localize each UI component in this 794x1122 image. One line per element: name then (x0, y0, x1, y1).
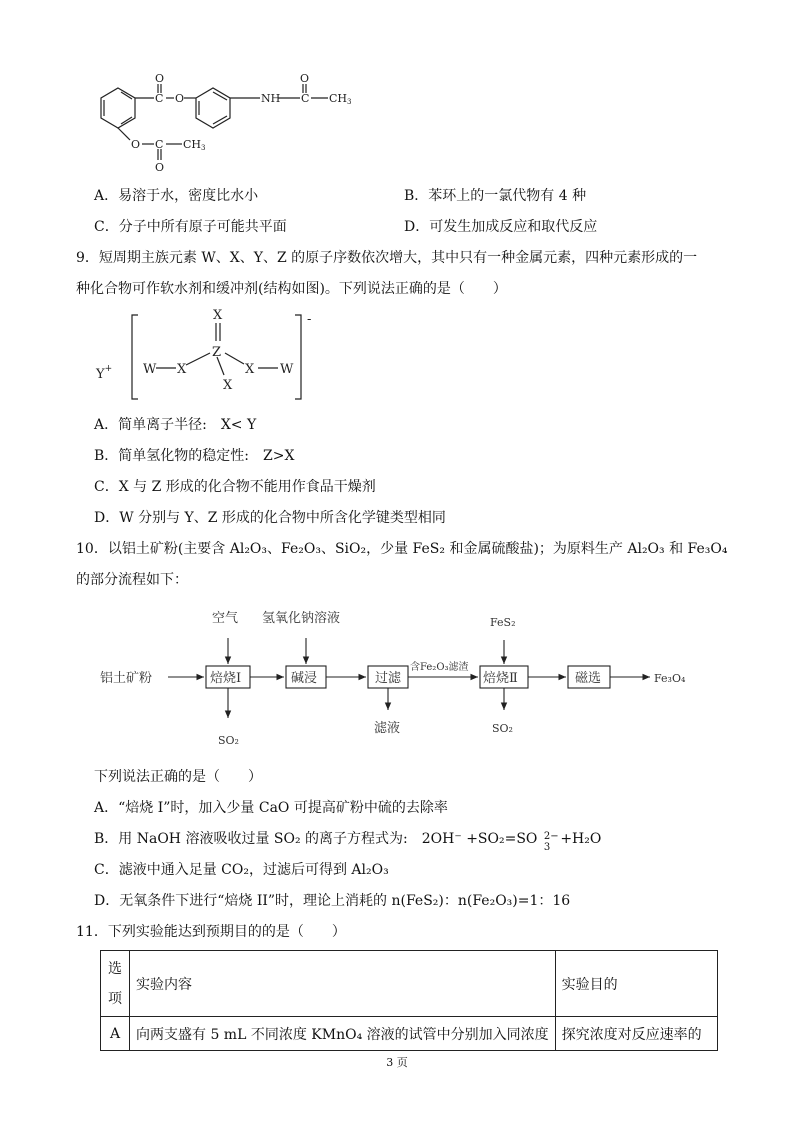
anion-charge-label: - (307, 312, 312, 327)
q10-option-b-sup: 2− (543, 831, 559, 842)
nh-label: NH (261, 92, 281, 105)
row-a-purpose-cell: 探究浓度对反应速率的 (555, 1017, 717, 1051)
header-purpose-cell: 实验目的 (555, 951, 717, 1017)
flow-naoh-label: 氢氧化钠溶液 (262, 611, 341, 626)
q10-stem-line1: 10．以铝土矿粉(主要含 Al₂O₃、Fe₂O₃、SiO₂，少量 FeS₂ 和金属硫酸盐)；为原料生产 Al₂O₃ 和 Fe₃O₄ (76, 541, 728, 557)
row-a-content-cell: 向两支盛有 5 mL 不同浓度 KMnO₄ 溶液的试管中分别加入同浓度 (130, 1017, 556, 1051)
flow-step5-label: 磁选 (575, 671, 602, 686)
x-bottom-label: X (223, 378, 233, 393)
o-top-right-label: O (300, 72, 310, 85)
ch3-bottom-label: CH3 (183, 138, 206, 152)
table-row (101, 1017, 718, 1051)
q10-option-c: C．滤液中通入足量 CO₂，过滤后可得到 Al₂O₃ (94, 862, 389, 878)
q10-flow-diagram (92, 600, 732, 756)
o-bottom-label: O (131, 138, 141, 151)
q9-stem-line1: 9．短周期主族元素 W、X、Y、Z 的原子序数依次增大，其中只有一种金属元素，四种元素形成的一 (76, 250, 698, 266)
flow-product-label: Fe₃O₄ (654, 672, 686, 685)
flow-start-label: 铝土矿粉 (100, 671, 153, 686)
c-top-left-label: C (155, 92, 164, 105)
c-bottom-label: C (155, 138, 164, 151)
cation-y-label: Y+ (96, 364, 113, 382)
q10-option-d: D．无氧条件下进行“焙烧 II”时，理论上消耗的 n(FeS₂)：n(Fe₂O₃)=1：16 (94, 893, 571, 909)
flow-air-label: 空气 (212, 611, 239, 626)
q8-option-b: B．苯环上的一氯代物有 4 种 (404, 188, 587, 204)
flow-fes2-label: FeS₂ (490, 616, 516, 629)
q10-question: 下列说法正确的是（ ） (94, 769, 262, 785)
q10-option-b-sub: 3 (543, 842, 551, 853)
row-a-option-cell: A (101, 1017, 130, 1051)
page-footer: 3 页 (386, 1056, 408, 1069)
header-option-cell (101, 951, 130, 1017)
o-bottom-below-label: O (155, 161, 165, 174)
q11-experiment-table (100, 950, 718, 1051)
q10-option-a: A．“焙烧 I”时，加入少量 CaO 可提高矿粉中硫的去除率 (94, 800, 448, 816)
q8-structure-diagram (90, 72, 380, 184)
q9-option-c: C．X 与 Z 形成的化合物不能用作食品干燥剂 (94, 479, 376, 495)
header-option-line2: 项 (108, 990, 122, 1007)
flow-step1-label: 焙烧Ⅰ (210, 671, 242, 686)
q9-structure-diagram (90, 305, 330, 405)
flow-so2-1-label: SO₂ (218, 734, 239, 747)
flow-residue-label: 含Fe₂O₃滤渣 (410, 662, 469, 673)
q8-option-a: A．易溶于水，密度比水小 (94, 188, 259, 204)
q10-option-b (94, 830, 602, 853)
flow-so2-2-label: SO₂ (492, 722, 513, 735)
q10-option-b-text: B．用 NaOH 溶液吸收过量 SO₂ 的离子方程式为: 2OH⁻ +SO₂=SO (94, 831, 538, 847)
q10-option-b-tail: +H₂O (560, 831, 602, 847)
w-left-label: W (143, 362, 157, 377)
flow-filtrate-label: 滤液 (374, 721, 401, 736)
header-content-cell: 实验内容 (130, 951, 556, 1017)
ch3-right-label: CH3 (329, 92, 352, 106)
q8-option-d: D．可发生加成反应和取代反应 (404, 219, 598, 235)
q10-option-b-ion-charge (542, 830, 559, 853)
q9-option-b: B．简单氢化物的稳定性: Z>X (94, 448, 295, 464)
x-top-label: X (213, 308, 223, 323)
flow-step4-label: 焙烧Ⅱ (483, 671, 518, 686)
q9-stem-line2: 种化合物可作软水剂和缓冲剂(结构如图)。下列说法正确的是（ ） (76, 281, 507, 297)
o-top-left-label: O (155, 72, 165, 85)
o-link-label: O (175, 92, 185, 105)
q11-stem: 11．下列实验能达到预期目的的是（ ） (76, 924, 346, 940)
flow-step3-label: 过滤 (375, 671, 402, 686)
z-label: Z (212, 345, 222, 360)
c-right-label: C (301, 92, 310, 105)
x-left-label: X (177, 362, 187, 377)
q10-stem-line2: 的部分流程如下： (76, 572, 188, 588)
q8-option-c: C．分子中所有原子可能共平面 (94, 219, 287, 235)
w-right-label: W (280, 362, 294, 377)
x-right-label: X (245, 362, 255, 377)
q9-option-d: D．W 分别与 Y、Z 形成的化合物中所含化学键类型相同 (94, 510, 446, 526)
table-header-row (101, 951, 718, 1017)
q9-option-a: A．简单离子半径: X< Y (94, 417, 257, 433)
header-option-line1: 选 (108, 960, 122, 977)
flow-step2-label: 碱浸 (291, 671, 318, 686)
